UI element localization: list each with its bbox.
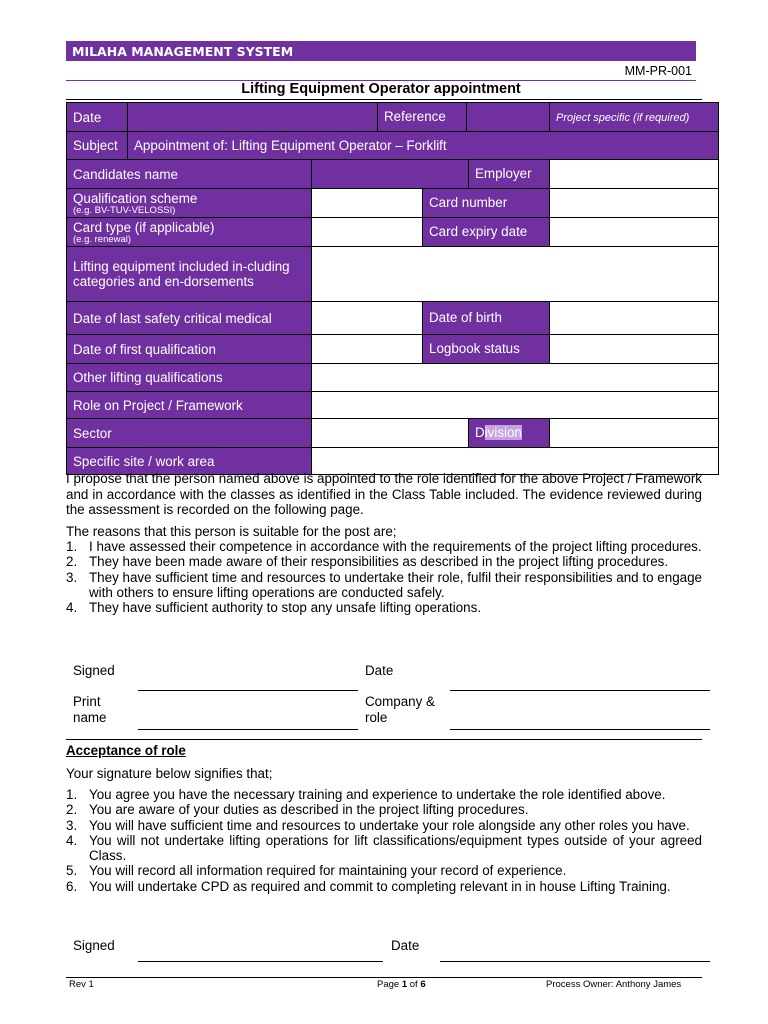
role-label: Role on Project / Framework [67,392,312,419]
site-label: Specific site / work area [67,448,312,475]
division-label [469,419,549,447]
acceptance-intro: Your signature below signifies that; [66,766,273,781]
card-type-hint: (e.g. renewal) [73,233,132,245]
list-item: 3. They have sufficient time and resources to undertake their role, fulfil their responsibilities and to engage with others to ensure lifting operations are conducted safely. [66,569,702,600]
list-item: 4. You will not undertake lifting operations for lift classifications/equipment types outside of your agreed Class. [66,832,702,864]
acceptance-list [66,787,702,894]
acceptance-signature-line[interactable] [138,961,383,962]
signature-line[interactable] [138,690,358,691]
list-item: 4. They have sufficient authority to stop any unsafe lifting operations. [66,600,482,616]
proposal-paragraph: I propose that the person named above is appointed to the role identified for the above Project / Framework and in accordance with the classes as identified in the Class Table included. The evidence reviewed during the assessment is recorded on the following page. [66,471,702,517]
candidates-name-label: Candidates name [67,160,312,189]
safety-medical-label: Date of last safety critical medical [67,302,312,335]
card-type-field[interactable] [312,218,423,246]
card-expiry-field[interactable] [550,218,719,247]
date-line[interactable] [450,690,710,691]
division-label-d: D [475,425,485,440]
company-role-line[interactable] [450,729,710,730]
qualification-scheme-field[interactable] [312,189,423,217]
signed-label: Signed [73,663,115,678]
lifting-equipment-label: Lifting equipment included in-cluding categories and en-dorsements [67,247,312,302]
list-item: 5. You will record all information required for maintaining your record of experience. [66,863,567,879]
lifting-equipment-field[interactable] [312,247,719,302]
division-field[interactable] [550,419,719,448]
employer-field[interactable] [550,160,719,189]
list-item: 1. I have assessed their competence in accordance with the requirements of the project lifting procedures. [66,539,702,554]
company-role-label: Company & role [365,694,435,725]
qualification-scheme-label: Qualification scheme [73,190,198,206]
date-of-birth-field[interactable] [550,302,719,335]
process-owner: Process Owner: Anthony James [546,979,682,990]
reference-label: Reference [378,103,467,131]
list-item: 3. You will have sufficient time and resources to undertake your role alongside any other roles you have. [66,817,690,833]
list-item: 1. You agree you have the necessary training and experience to undertake the role identified above. [66,787,666,802]
page-number: Page 1 of 6 [377,979,426,990]
date-field[interactable] [128,103,378,132]
acceptance-heading: Acceptance of role [66,743,186,758]
subject-label: Subject [67,132,128,160]
logbook-status-field[interactable] [550,335,719,364]
candidates-name-field[interactable] [312,160,469,188]
appointment-form-table [66,102,719,475]
date-label: Date [365,663,394,678]
role-field[interactable] [312,392,719,419]
date-label: Date [67,103,128,132]
other-qualifications-label: Other lifting qualifications [67,364,312,392]
footer-divider [66,977,702,978]
acceptance-date-line[interactable] [440,961,710,962]
card-number-field[interactable] [550,189,719,218]
reference-hint: Project specific (if required) [556,111,690,124]
date-of-birth-label: Date of birth [423,302,549,334]
title-divider [66,99,702,100]
card-number-label: Card number [423,189,549,217]
subject-value: Appointment of: Lifting Equipment Operator – Forklift [128,132,719,160]
print-name-line[interactable] [138,729,358,730]
other-qualifications-field[interactable] [312,364,719,392]
reasons-intro: The reasons that this person is suitable for the post are; [66,524,397,539]
sector-label: Sector [67,419,312,448]
logbook-status-label: Logbook status [423,335,549,363]
page-title: Lifting Equipment Operator appointment [241,81,521,97]
card-type-label: Card type (if applicable) [73,219,215,235]
qualification-scheme-hint: (e.g. BV-TUV-VELOSSI) [73,204,176,216]
employer-label: Employer [475,166,532,181]
reasons-list [66,539,702,615]
revision-label: Rev 1 [69,979,94,990]
section-divider [66,739,702,740]
list-item: 2. You are aware of your duties as described in the project lifting procedures. [66,802,529,818]
system-banner: MILAHA MANAGEMENT SYSTEM [66,41,696,61]
document-reference: MM-PR-001 [624,64,692,78]
list-item: 6. You will undertake CPD as required and commit to completing relevant in in house Lifting Training. [66,878,671,894]
safety-medical-field[interactable] [312,302,423,334]
list-item: 2. They have been made aware of their responsibilities as described in the project lifting procedures. [66,554,669,570]
division-label-highlight: ivision [484,425,522,440]
reference-field[interactable] [550,103,719,132]
first-qualification-label: Date of first qualification [67,335,312,364]
acceptance-date-label: Date [391,938,420,953]
acceptance-signed-label: Signed [73,938,115,953]
first-qualification-field[interactable] [312,335,423,363]
card-expiry-label: Card expiry date [423,218,549,246]
sector-field[interactable] [312,419,469,447]
print-name-label: Print name [73,694,107,725]
